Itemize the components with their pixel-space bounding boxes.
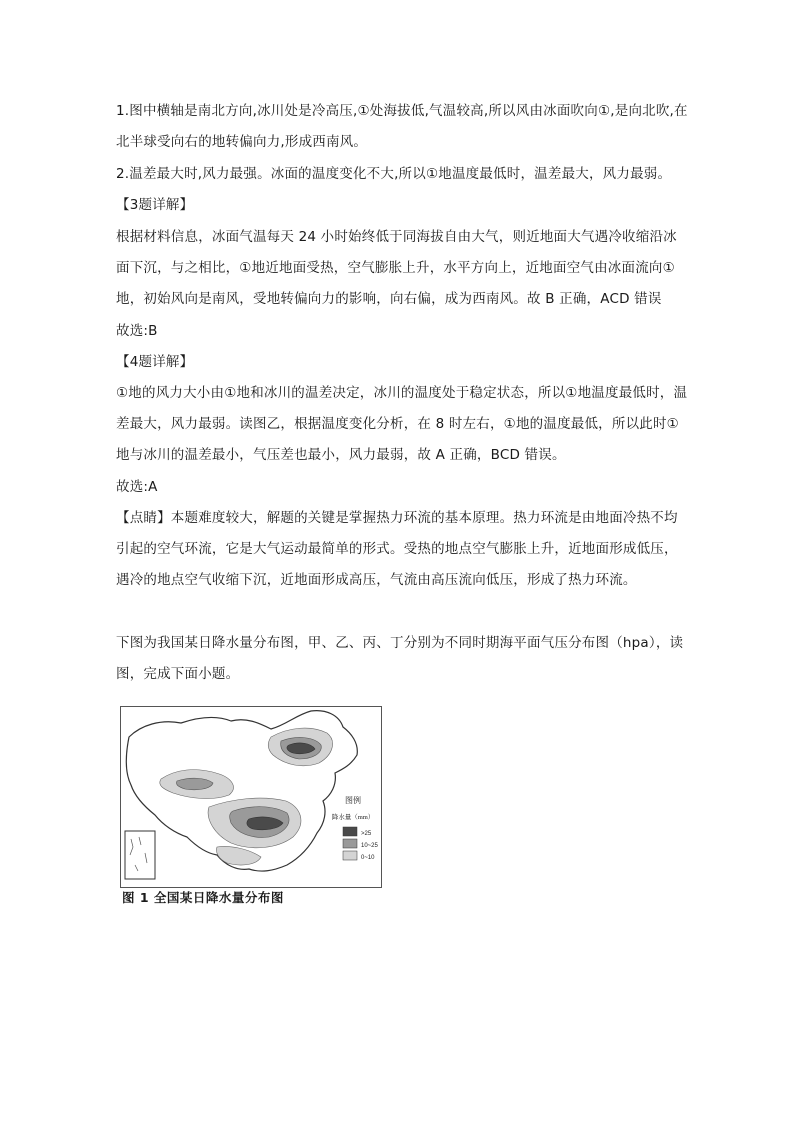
question-intro-paragraph: 下图为我国某日降水量分布图，甲、乙、丙、丁分别为不同时期海平面气压分布图（hpa），读图，完成下面小题。 [116,635,684,682]
legend-title: 图例 [345,796,361,805]
answer-choice-4: 故选:A [116,479,158,495]
explanation-paragraph-4: ①地的风力大小由①地和冰川的温差决定，冰川的温度处于稳定状态，所以①地温度最低时，温差最大，风力最弱。读图乙，根据温度变化分析，在 8 时左右，①地的温度最低，所以此时①地与冰川的温差最小，气压差也最小，风力最弱，故 A 正确，BCD 错误。 [116,385,688,463]
explanation-paragraph-3: 根据材料信息，冰面气温每天 24 小时始终低于同海拔自由大气，则近地面大气遇冷收缩沿冰面下沉，与之相比，①地近地面受热，空气膨胀上升，水平方向上，近地面空气由冰面流向①地，初始风向是南风，受地转偏向力的影响，向右偏，成为西南风。故 B 正确，ACD 错误 [116,229,677,307]
legend-label-heavy: >25 [361,831,372,837]
section-heading-3: 【3题详解】 [116,197,194,213]
figure-caption: 图 1 全国某日降水量分布图 [122,890,284,905]
section-heading-4: 【4题详解】 [116,354,194,370]
legend-swatch-heavy [343,827,357,836]
precipitation-map-figure [120,706,382,888]
answer-choice-3: 故选:B [116,323,158,339]
south-china-sea-inset [125,831,155,879]
legend-unit: 降水量（mm） [331,814,375,821]
china-precipitation-map [121,707,381,887]
answer-paragraph-1: 1.图中横轴是南北方向,冰川处是冷高压,①处海拔低,气温较高,所以风由冰面吹向①,是向北吹,在北半球受向右的地转偏向力,形成西南风。 [116,103,688,150]
legend-label-medium: 10~25 [361,843,378,849]
answer-paragraph-2: 2.温差最大时,风力最强。冰面的温度变化不大,所以①地温度最低时，温差最大，风力最弱。 [116,166,672,182]
legend-swatch-medium [343,839,357,848]
legend-swatch-light [343,851,357,860]
map-legend [332,795,379,861]
key-point-paragraph: 【点睛】本题难度较大，解题的关键是掌握热力环流的基本原理。热力环流是由地面冷热不均引起的空气环流，它是大气运动最简单的形式。受热的地点空气膨胀上升，近地面形成低压，遇冷的地点空气收缩下沉，近地面形成高压，气流由高压流向低压，形成了热力环流。 [116,510,678,588]
legend-label-light: 0~10 [361,855,375,861]
